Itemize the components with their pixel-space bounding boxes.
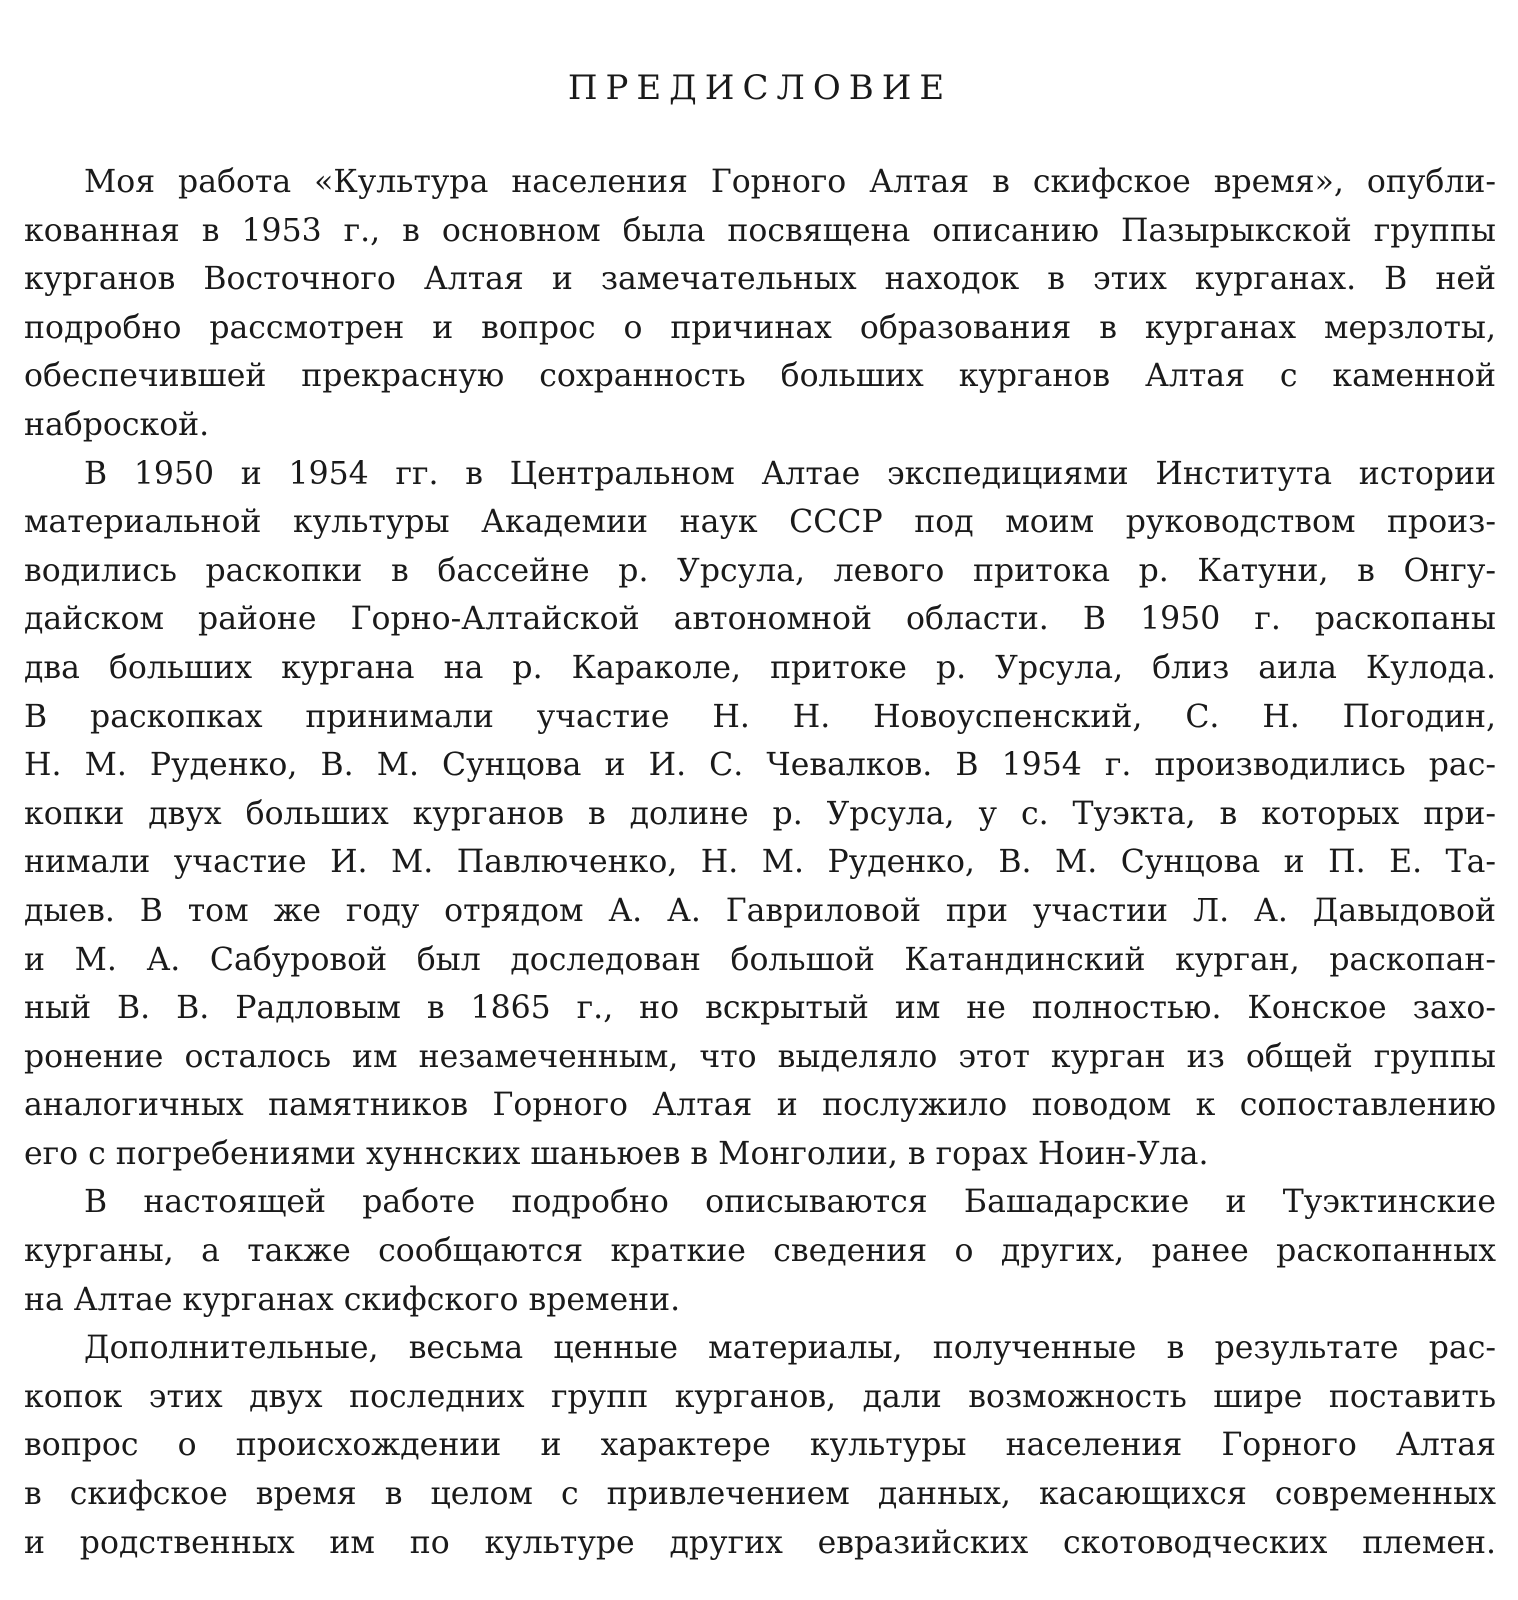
text-line: ронение осталось им незамеченным, что выделяло этот курган из общей группы [24,1038,1496,1075]
text-line: Н. М. Руденко, В. М. Сунцова и И. С. Чевалков. В 1954 г. производились рас- [24,747,1496,784]
paragraph-3 [24,1178,1496,1324]
text-line: курганов Восточного Алтая и замечательных находок в этих курганах. В ней [24,261,1496,298]
text-line: дыев. В том же году отрядом А. А. Гавриловой при участии Л. А. Давыдовой [24,892,1496,929]
text-line: копки двух больших курганов в долине р. Урсула, у с. Туэкта, в которых при- [24,795,1496,832]
text-line: наброской. [24,406,210,443]
text-line: вопрос о происхождении и характере культуры населения Горного Алтая [24,1427,1496,1464]
text-line: обеспечившей прекрасную сохранность больших курганов Алтая с каменной [24,358,1496,395]
text-line: в скифское время в целом с привлечением данных, касающихся современных [24,1476,1496,1513]
text-line: ный В. В. Радловым в 1865 г., но вскрытый им не полностью. Конское захо- [24,990,1496,1027]
page-title: ПРЕДИСЛОВИЕ [567,68,953,108]
text-line: и М. А. Сабуровой был доследован большой Катандинский курган, раскопан- [24,941,1496,978]
text-line: его с погребениями хуннских шаньюев в Монголии, в горах Ноин-Ула. [24,1135,1209,1172]
text-line: на Алтае курганах скифского времени. [24,1281,681,1318]
text-line: водились раскопки в бассейне р. Урсула, левого притока р. Катуни, в Онгу- [24,552,1496,589]
text-line: аналогичных памятников Горного Алтая и послужило поводом к сопоставлению [24,1087,1496,1124]
text-line: кованная в 1953 г., в основном была посвящена описанию Пазырыкской группы [24,212,1496,249]
paragraph-4 [24,1324,1496,1567]
text-line: нимали участие И. М. Павлюченко, Н. М. Руденко, В. М. Сунцова и П. Е. Та- [24,844,1496,881]
document-page [24,64,1496,1567]
paragraph-2 [24,450,1496,1179]
text-line: два больших кургана на р. Караколе, притоке р. Урсула, близ аила Кулода. [24,649,1496,686]
text-line: курганы, а также сообщаются краткие сведения о других, ранее раскопанных [24,1233,1496,1270]
text-line: материальной культуры Академии наук СССР под моим руководством произ- [24,504,1496,541]
paragraph-1 [24,158,1496,450]
text-line: дайском районе Горно-Алтайской автономной области. В 1950 г. раскопаны [24,601,1496,638]
text-line: В раскопках принимали участие Н. Н. Новоуспенский, С. Н. Погодин, [24,698,1496,735]
text-line: копок этих двух последних групп курганов, дали возможность шире поставить [24,1378,1496,1415]
text-line: В 1950 и 1954 гг. в Центральном Алтае экспедициями Института истории [84,455,1496,492]
text-line: Дополнительные, весьма ценные материалы, полученные в результате рас- [84,1330,1496,1367]
text-line: и родственных им по культуре других евразийских скотоводческих племен. [24,1524,1496,1561]
text-line: В настоящей работе подробно описываются Башадарские и Туэктинские [84,1184,1496,1221]
text-line: подробно рассмотрен и вопрос о причинах образования в курганах мерзлоты, [24,309,1496,346]
text-line: Моя работа «Культура населения Горного Алтая в скифское время», опубли- [84,164,1496,200]
